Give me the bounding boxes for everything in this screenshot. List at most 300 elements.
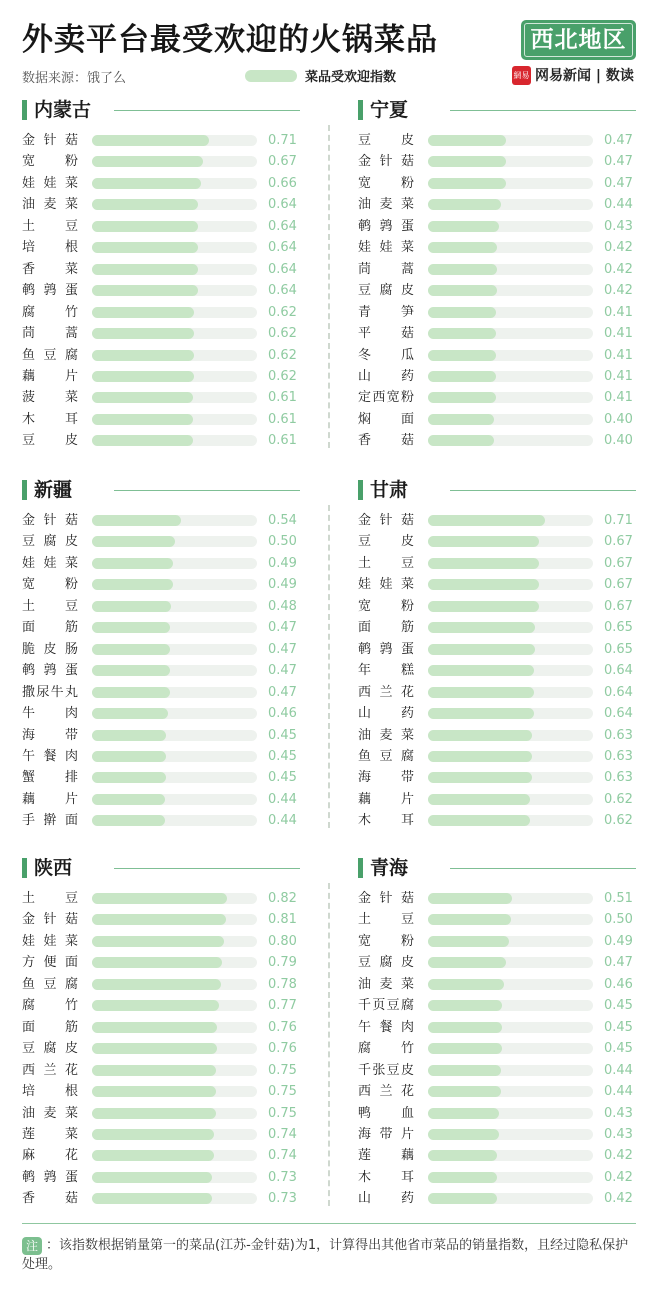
dish-label: 千张豆皮 [358, 1062, 414, 1078]
region-header-rule [114, 110, 300, 111]
dish-label: 麻 花 [22, 1148, 78, 1164]
bar-row [358, 1124, 638, 1145]
value-label: 0.61 [268, 433, 297, 449]
bar-row [358, 553, 638, 574]
dish-label: 油 麦 菜 [22, 197, 78, 213]
value-label: 0.49 [268, 555, 297, 571]
dish-label: 宽 粉 [22, 154, 78, 170]
bar-track [92, 1065, 257, 1076]
dish-label: 油 麦 菜 [22, 1105, 78, 1121]
dish-label: 木 耳 [358, 1169, 414, 1185]
dish-label: 鸭 血 [358, 1105, 414, 1121]
bar-row [358, 574, 638, 595]
value-label: 0.62 [268, 326, 297, 342]
value-label: 0.44 [604, 1062, 633, 1078]
value-label: 0.43 [604, 1105, 633, 1121]
bar [428, 307, 496, 318]
bar-track [428, 558, 593, 569]
value-label: 0.45 [268, 770, 297, 786]
dish-label: 藕 片 [358, 791, 414, 807]
bar-row [358, 259, 638, 280]
dish-label: 香 菜 [22, 261, 78, 277]
dish-label: 油 麦 菜 [358, 727, 414, 743]
bar-row [22, 617, 302, 638]
bar-track [428, 751, 593, 762]
dish-label: 宽 粉 [358, 933, 414, 949]
dish-label: 西 兰 花 [358, 1084, 414, 1100]
bar-row [358, 682, 638, 703]
bar-track [428, 1129, 593, 1140]
bar-track [92, 1000, 257, 1011]
value-label: 0.44 [604, 197, 633, 213]
bar [92, 730, 166, 741]
bar-row [358, 173, 638, 194]
value-label: 0.46 [268, 706, 297, 722]
bar-row [22, 660, 302, 681]
bar [92, 708, 168, 719]
dish-label: 莲 藕 [358, 1148, 414, 1164]
bar-row [22, 553, 302, 574]
bar-row [358, 302, 638, 323]
bar-track [92, 435, 257, 446]
bar-row [358, 430, 638, 451]
value-label: 0.47 [268, 620, 297, 636]
value-label: 0.64 [604, 663, 633, 679]
bar [428, 328, 496, 339]
bar-track [428, 936, 593, 947]
bar-track [428, 979, 593, 990]
column-divider [328, 125, 330, 448]
value-label: 0.44 [268, 813, 297, 829]
bar-track [428, 135, 593, 146]
value-label: 0.64 [268, 261, 297, 277]
bar [428, 515, 545, 526]
bar-row [358, 1188, 638, 1209]
bar-track [92, 1043, 257, 1054]
bar [92, 221, 198, 232]
bar-track [428, 199, 593, 210]
bar [428, 242, 497, 253]
value-label: 0.64 [604, 706, 633, 722]
bar [428, 1000, 502, 1011]
bar-row [22, 302, 302, 323]
bar-row [358, 1060, 638, 1081]
bar [428, 221, 499, 232]
dish-label: 茼 蒿 [358, 261, 414, 277]
region-badge: 西北地区 [521, 20, 636, 60]
bar-track [92, 414, 257, 425]
bar-track [92, 392, 257, 403]
bar-track [428, 307, 593, 318]
bar [428, 1129, 499, 1140]
bar-track [428, 371, 593, 382]
bar-row [22, 1017, 302, 1038]
column-divider [328, 505, 330, 828]
bar-track [428, 957, 593, 968]
bar-track [92, 1108, 257, 1119]
bar-row [358, 596, 638, 617]
dish-label: 金 针 菇 [22, 912, 78, 928]
bar-row [22, 323, 302, 344]
dish-label: 藕 片 [22, 368, 78, 384]
bar-row [22, 725, 302, 746]
bar [428, 687, 534, 698]
bar-row [22, 909, 302, 930]
value-label: 0.42 [604, 1191, 633, 1207]
bar-track [428, 622, 593, 633]
bar-track [92, 1129, 257, 1140]
dish-label: 宽 粉 [22, 577, 78, 593]
bar-track [92, 350, 257, 361]
bar-track [92, 536, 257, 547]
value-label: 0.73 [268, 1169, 297, 1185]
region-title: 内蒙古 [34, 99, 92, 121]
bar [92, 1065, 216, 1076]
bar [92, 601, 171, 612]
bar-track [92, 1150, 257, 1161]
dish-label: 木 耳 [358, 813, 414, 829]
value-label: 0.75 [268, 1062, 297, 1078]
bar-track [428, 178, 593, 189]
value-label: 0.75 [268, 1105, 297, 1121]
bar-row [358, 151, 638, 172]
value-label: 0.43 [604, 1126, 633, 1142]
value-label: 0.61 [268, 390, 297, 406]
bar-track [428, 414, 593, 425]
bar-row [358, 130, 638, 151]
region-header-marker [358, 100, 363, 120]
publisher-name: 网易新闻 | 数读 [535, 68, 634, 84]
dish-label: 焖 面 [358, 411, 414, 427]
bar [428, 264, 497, 275]
bar [92, 665, 170, 676]
bar-row [22, 931, 302, 952]
bar-row [22, 130, 302, 151]
bar [428, 1065, 501, 1076]
bar-row [358, 510, 638, 531]
value-label: 0.49 [268, 577, 297, 593]
dish-label: 土 豆 [358, 555, 414, 571]
value-label: 0.64 [268, 197, 297, 213]
dish-label: 方 便 面 [22, 955, 78, 971]
value-label: 0.41 [604, 347, 633, 363]
bar [92, 135, 209, 146]
bar [92, 1022, 217, 1033]
value-label: 0.45 [268, 727, 297, 743]
dish-label: 土 豆 [22, 891, 78, 906]
bar-row [358, 323, 638, 344]
dish-label: 年 糕 [358, 663, 414, 679]
bar [428, 285, 497, 296]
bar [92, 957, 222, 968]
value-label: 0.47 [268, 684, 297, 700]
bar [92, 536, 175, 547]
value-label: 0.62 [604, 813, 633, 829]
region-header-marker [22, 480, 27, 500]
value-label: 0.75 [268, 1084, 297, 1100]
bar-track [92, 730, 257, 741]
region-header-marker [22, 858, 27, 878]
bar-row [358, 767, 638, 788]
value-label: 0.42 [604, 240, 633, 256]
value-label: 0.41 [604, 368, 633, 384]
bar [92, 558, 173, 569]
dish-label: 培 根 [22, 240, 78, 256]
bar [92, 178, 201, 189]
bar [92, 328, 194, 339]
bar [92, 392, 193, 403]
bar-row [22, 151, 302, 172]
dish-label: 金 针 菇 [22, 133, 78, 148]
value-label: 0.54 [268, 513, 297, 528]
dish-label: 千页豆腐 [358, 998, 414, 1014]
bar [92, 893, 227, 904]
value-label: 0.47 [604, 175, 633, 191]
bar-row [358, 387, 638, 408]
value-label: 0.79 [268, 955, 297, 971]
dish-label: 手 擀 面 [22, 813, 78, 829]
value-label: 0.64 [268, 283, 297, 299]
bar [92, 914, 226, 925]
bar-track [428, 1000, 593, 1011]
value-label: 0.62 [268, 347, 297, 363]
value-label: 0.65 [604, 641, 633, 657]
dish-label: 娃 娃 菜 [22, 175, 78, 191]
dish-label: 腐 竹 [358, 1041, 414, 1057]
region-title: 陕西 [34, 857, 73, 879]
bar-row [22, 596, 302, 617]
bar [92, 622, 170, 633]
bar-row [358, 952, 638, 973]
bar-track [92, 794, 257, 805]
value-label: 0.63 [604, 748, 633, 764]
bar-track [92, 135, 257, 146]
dish-label: 豆 皮 [22, 433, 78, 449]
value-label: 0.40 [604, 433, 633, 449]
page-title: 外卖平台最受欢迎的火锅菜品 [22, 22, 438, 58]
region-header-marker [358, 858, 363, 878]
bar-row [22, 1145, 302, 1166]
bar-row [22, 366, 302, 387]
bar-track [92, 979, 257, 990]
value-label: 0.74 [268, 1148, 297, 1164]
dish-label: 面 筋 [358, 620, 414, 636]
region-header-marker [22, 100, 27, 120]
value-label: 0.47 [604, 154, 633, 170]
note-divider [22, 1223, 636, 1224]
bar-row [358, 1081, 638, 1102]
value-label: 0.61 [268, 411, 297, 427]
bar [428, 957, 506, 968]
bar-row [22, 194, 302, 215]
bar [428, 730, 532, 741]
value-label: 0.47 [604, 133, 633, 148]
bar [428, 794, 530, 805]
dish-label: 海 带 [358, 770, 414, 786]
region-title: 新疆 [34, 479, 73, 501]
bar-track [92, 708, 257, 719]
bar-track [428, 350, 593, 361]
bar [92, 515, 181, 526]
bar-track [92, 221, 257, 232]
bar [92, 414, 193, 425]
dish-label: 莲 菜 [22, 1126, 78, 1142]
bar [92, 579, 173, 590]
bar-row [358, 345, 638, 366]
bar-track [428, 435, 593, 446]
bar [92, 1086, 216, 1097]
bar-track [428, 579, 593, 590]
bar-row [22, 280, 302, 301]
value-label: 0.78 [268, 976, 297, 992]
bar-track [92, 957, 257, 968]
bar [428, 1022, 502, 1033]
dish-label: 牛 肉 [22, 706, 78, 722]
value-label: 0.63 [604, 727, 633, 743]
bar [428, 1172, 497, 1183]
value-label: 0.67 [268, 154, 297, 170]
value-label: 0.63 [604, 770, 633, 786]
bar-track [428, 794, 593, 805]
bar-track [92, 622, 257, 633]
bar-row [22, 1124, 302, 1145]
note-tag: 注 [22, 1237, 42, 1255]
bar [92, 199, 198, 210]
value-label: 0.48 [268, 598, 297, 614]
bar-track [92, 579, 257, 590]
dish-label: 鹌 鹑 蛋 [358, 641, 414, 657]
bar-track [92, 1172, 257, 1183]
value-label: 0.49 [604, 933, 633, 949]
bar [92, 1193, 212, 1204]
bar-row [22, 173, 302, 194]
bar [428, 751, 532, 762]
value-label: 0.64 [604, 684, 633, 700]
bar-row [358, 1017, 638, 1038]
value-label: 0.44 [604, 1084, 633, 1100]
value-label: 0.73 [268, 1191, 297, 1207]
bar-row [22, 430, 302, 451]
bar-track [92, 264, 257, 275]
dish-label: 木 耳 [22, 411, 78, 427]
bar [428, 135, 506, 146]
dish-label: 茼 蒿 [22, 326, 78, 342]
column-divider [328, 883, 330, 1206]
dish-label: 鹌 鹑 蛋 [22, 1169, 78, 1185]
bar-row [358, 531, 638, 552]
bar-track [92, 936, 257, 947]
bar [92, 936, 224, 947]
bar-track [428, 687, 593, 698]
bar-track [428, 914, 593, 925]
bar [92, 687, 170, 698]
region-title: 青海 [370, 857, 409, 879]
value-label: 0.45 [268, 748, 297, 764]
bar [428, 601, 539, 612]
bar-row [22, 974, 302, 995]
dish-label: 油 麦 菜 [358, 976, 414, 992]
bar-row [358, 995, 638, 1016]
value-label: 0.47 [604, 955, 633, 971]
value-label: 0.46 [604, 976, 633, 992]
bar-track [428, 242, 593, 253]
bar [428, 893, 512, 904]
bar-row [358, 237, 638, 258]
bar [428, 622, 535, 633]
bar [92, 751, 166, 762]
bar-row [358, 931, 638, 952]
bar-track [428, 665, 593, 676]
bar-row [22, 995, 302, 1016]
bar [428, 156, 506, 167]
bar-track [92, 815, 257, 826]
dish-label: 海 带 片 [358, 1126, 414, 1142]
bar-track [92, 1022, 257, 1033]
region-header [358, 477, 636, 503]
bar-row [22, 387, 302, 408]
bar [92, 435, 193, 446]
dish-label: 鹌 鹑 蛋 [22, 283, 78, 299]
bar [428, 1150, 497, 1161]
bar-row [22, 952, 302, 973]
bar-track [428, 221, 593, 232]
bar [92, 794, 165, 805]
dish-label: 山 药 [358, 1191, 414, 1207]
bar-row [358, 194, 638, 215]
bar [428, 392, 496, 403]
bar [428, 1193, 497, 1204]
dish-label: 土 豆 [22, 598, 78, 614]
bar-row [358, 366, 638, 387]
bar-row [22, 703, 302, 724]
bar-track [428, 815, 593, 826]
bar-track [428, 156, 593, 167]
bar-row [22, 216, 302, 237]
dish-label: 金 针 菇 [358, 891, 414, 906]
value-label: 0.42 [604, 1169, 633, 1185]
value-label: 0.81 [268, 912, 297, 928]
bar-track [92, 328, 257, 339]
dish-label: 脆 皮 肠 [22, 641, 78, 657]
dish-label: 海 带 [22, 727, 78, 743]
bar-row [358, 409, 638, 430]
bar-row [358, 280, 638, 301]
bar [428, 914, 511, 925]
bar-row [22, 789, 302, 810]
bar-row [22, 1038, 302, 1059]
value-label: 0.43 [604, 218, 633, 234]
bar-track [428, 1022, 593, 1033]
value-label: 0.80 [268, 933, 297, 949]
value-label: 0.47 [268, 663, 297, 679]
dish-label: 油 麦 菜 [358, 197, 414, 213]
dish-label: 豆 腐 皮 [358, 955, 414, 971]
value-label: 0.77 [268, 998, 297, 1014]
value-label: 0.50 [268, 534, 297, 550]
dish-label: 鱼 豆 腐 [358, 748, 414, 764]
bar-row [358, 1145, 638, 1166]
dish-label: 金 针 菇 [22, 513, 78, 528]
bar-track [428, 536, 593, 547]
dish-label: 金 针 菇 [358, 154, 414, 170]
bar [428, 178, 506, 189]
bar [92, 307, 194, 318]
region-header [358, 855, 636, 881]
bar [428, 579, 539, 590]
region-header [22, 477, 300, 503]
value-label: 0.82 [268, 891, 297, 906]
bar-row [22, 682, 302, 703]
